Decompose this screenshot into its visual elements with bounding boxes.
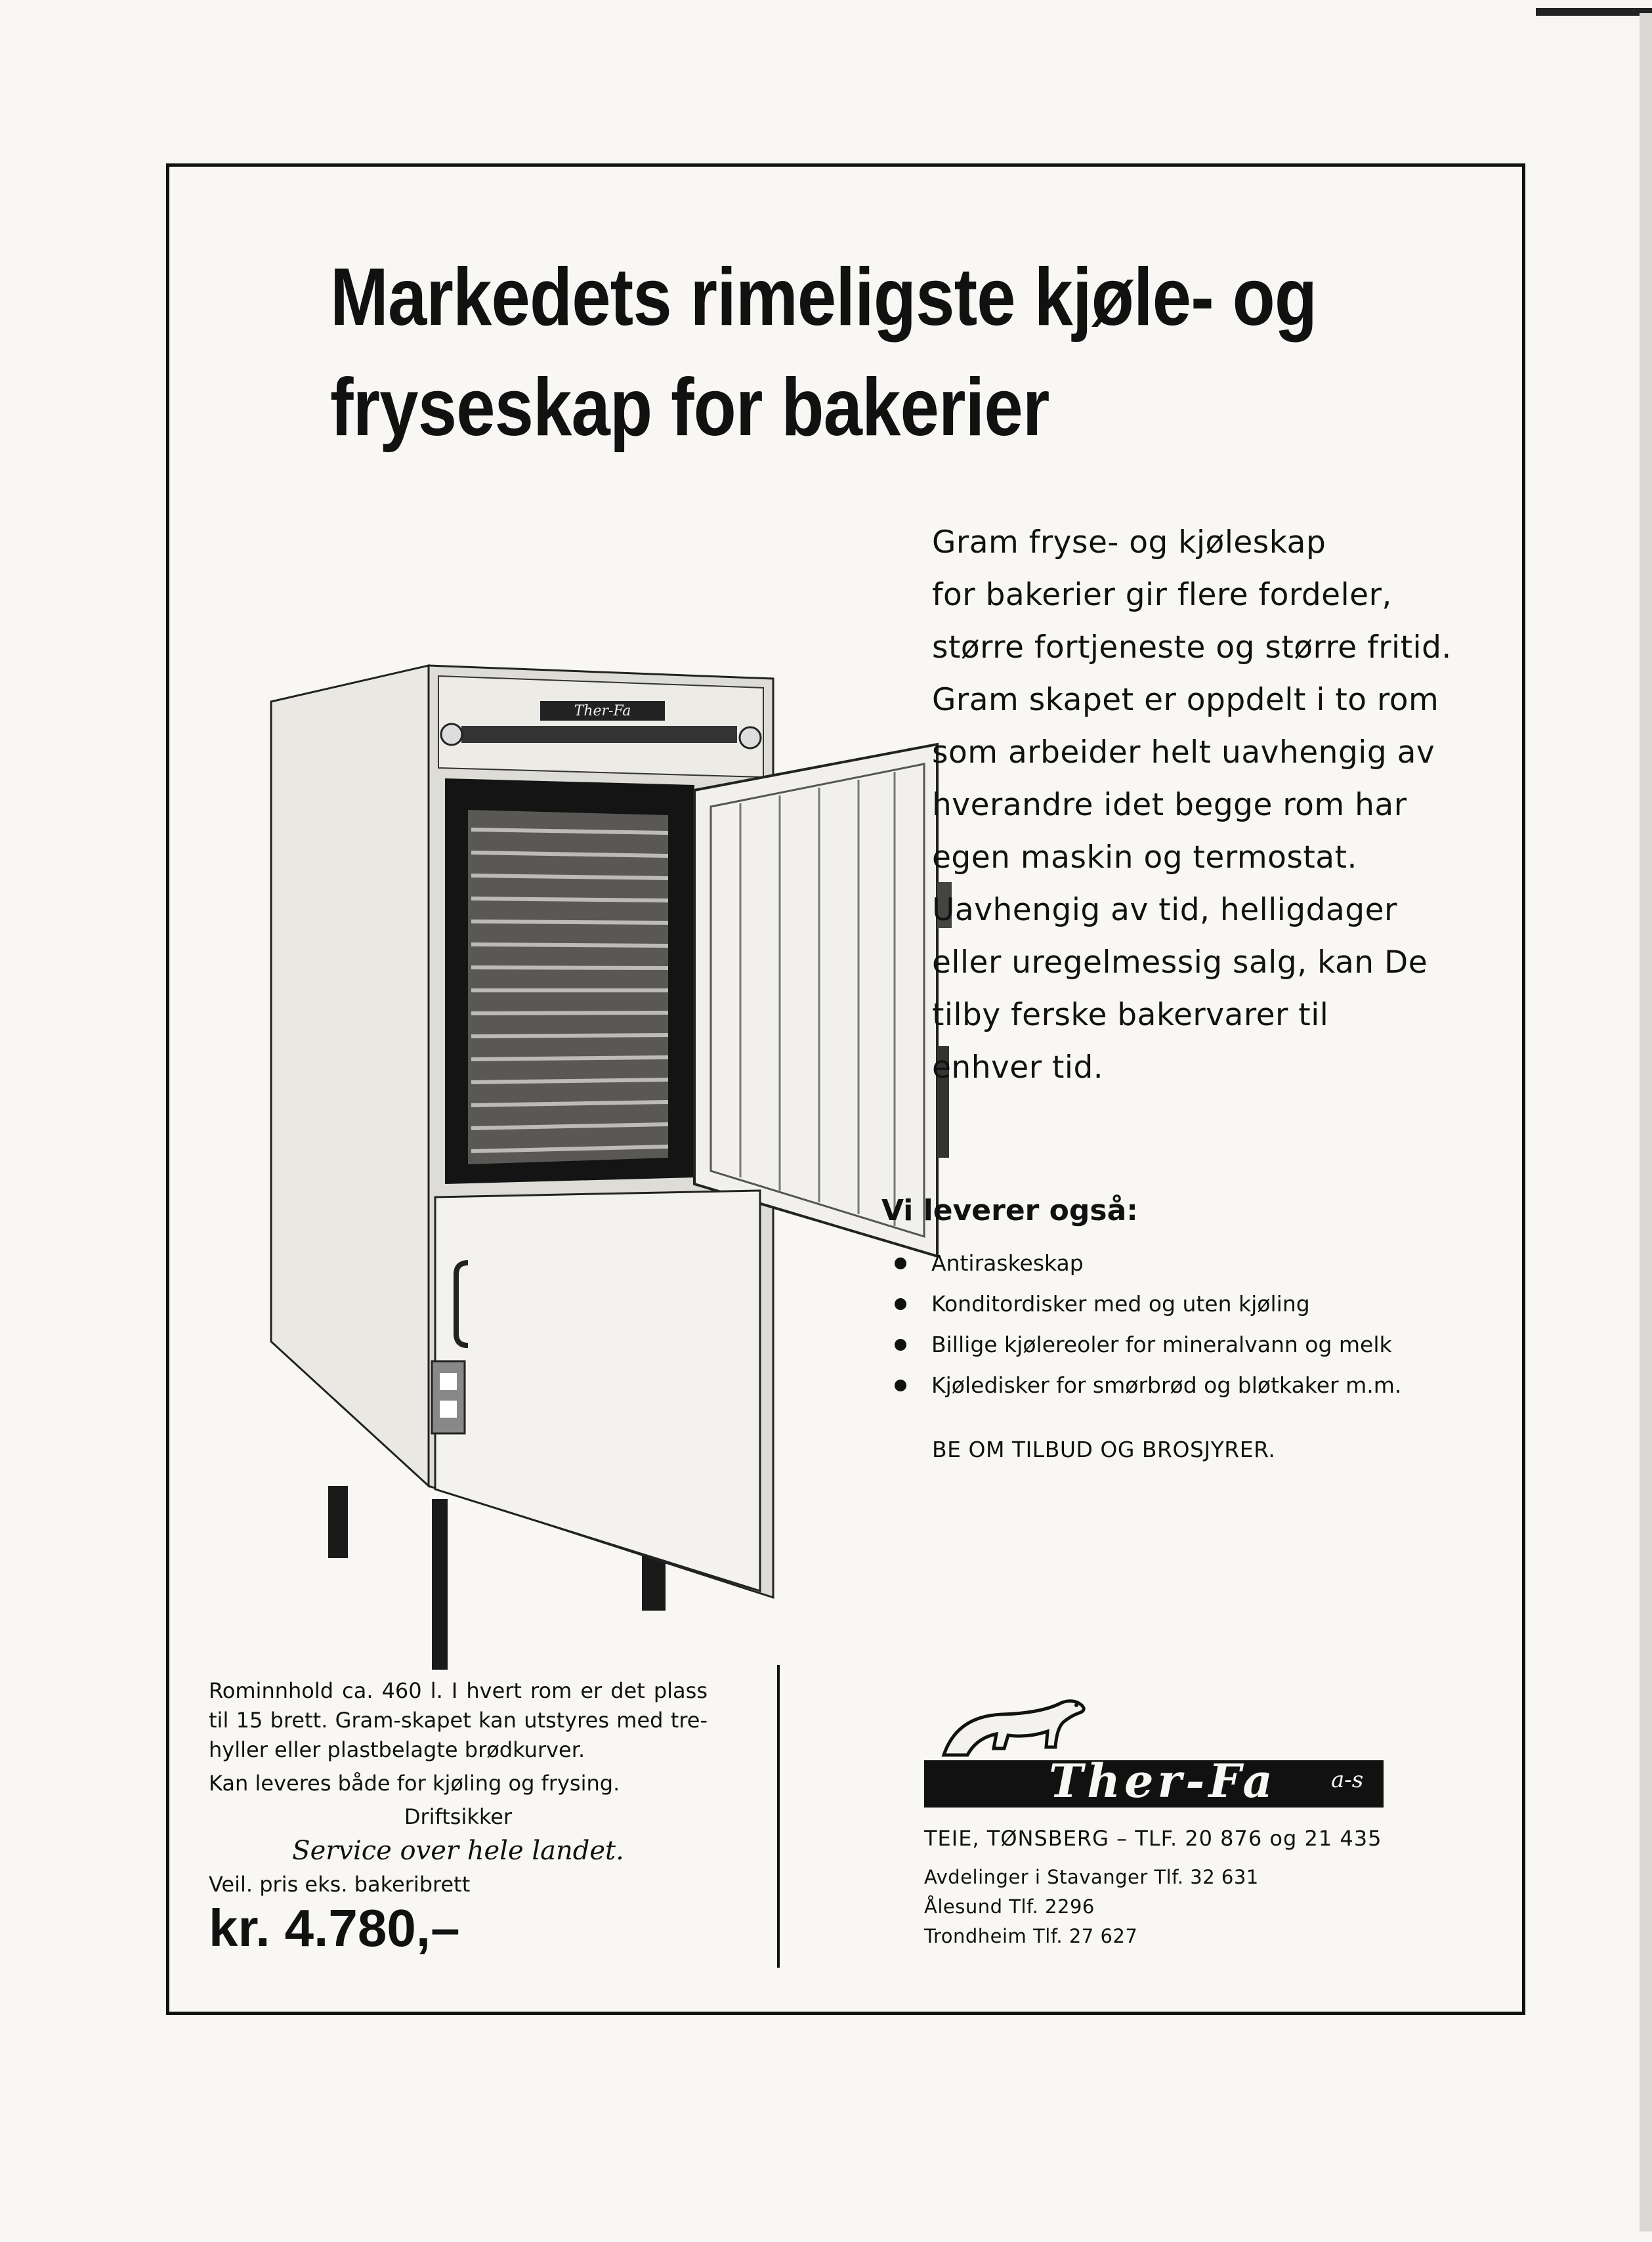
company-address: TEIE, TØNSBERG – TLF. 20 876 og 21 435: [924, 1826, 1382, 1851]
advertisement-frame: [166, 163, 1525, 2015]
column-divider: [777, 1665, 780, 1968]
scan-edge-top-right: [1536, 8, 1652, 16]
price-label: Veil. pris eks. bakeribrett: [209, 1872, 471, 1897]
company-info: [924, 1689, 1567, 1951]
headline: [330, 242, 1459, 463]
list-item: Kjøledisker for smørbrød og bløtkaker m.m.: [895, 1365, 1401, 1406]
list-item: Konditordisker med og uten kjøling: [895, 1284, 1401, 1324]
list-item: Billige kjølereoler for mineralvann og melk: [895, 1324, 1401, 1365]
door-lock: [432, 1361, 465, 1433]
branch-trondheim: Trondheim Tlf. 27 627: [924, 1925, 1138, 1947]
product-label: Ther-Fa: [574, 703, 631, 719]
intro-text: Gram fryse- og kjøleskap for bakerier gir flere fordeler, større fortjeneste og større fritid. Gram skapet er oppdelt i to rom som arbeider helt uavhengig av hverandre idet begge rom har egen maskin og termostat. Uavhengig av tid, helligdager eller uregelmessig salg, kan De tilby ferske bakervarer til enhver tid.: [932, 524, 1452, 1086]
company-logo: [924, 1689, 1384, 1814]
spec-reliable: Driftsikker: [404, 1804, 513, 1829]
also-delivers-list: [895, 1243, 1401, 1406]
price: kr. 4.780,–: [209, 1899, 460, 1957]
branch-list: [924, 1863, 1567, 1951]
spec-use: Kan leveres både for kjøling og frysing.: [209, 1771, 620, 1796]
scan-edge-right: [1640, 13, 1652, 2231]
service-tagline: Service over hele landet.: [292, 1836, 624, 1866]
product-specs: [209, 1676, 708, 1957]
brochure-request: BE OM TILBUD OG BROSJYRER.: [932, 1437, 1276, 1462]
also-delivers-heading: Vi leverer også:: [881, 1194, 1138, 1227]
logo-text: Ther-Fa: [1049, 1754, 1277, 1808]
thermostat-dial-right: [740, 727, 761, 748]
logo-suffix: a-s: [1331, 1767, 1364, 1793]
headline-text: Markedets rimeligste kjøle- og fryseskap for bakerier: [330, 252, 1317, 453]
thermostat-dial-left: [441, 724, 462, 745]
list-item: Antiraskeskap: [895, 1243, 1401, 1284]
branch-stavanger: Avdelinger i Stavanger Tlf. 32 631: [924, 1866, 1259, 1888]
spec-capacity: Rominnhold ca. 460 l. I hvert rom er det plass til 15 brett. Gram-skapet kan utstyres med tre-hyller eller plastbelagte brødkurver.: [209, 1678, 708, 1762]
branch-alesund: Ålesund Tlf. 2296: [924, 1895, 1095, 1918]
bakery-trays: [471, 830, 668, 1151]
